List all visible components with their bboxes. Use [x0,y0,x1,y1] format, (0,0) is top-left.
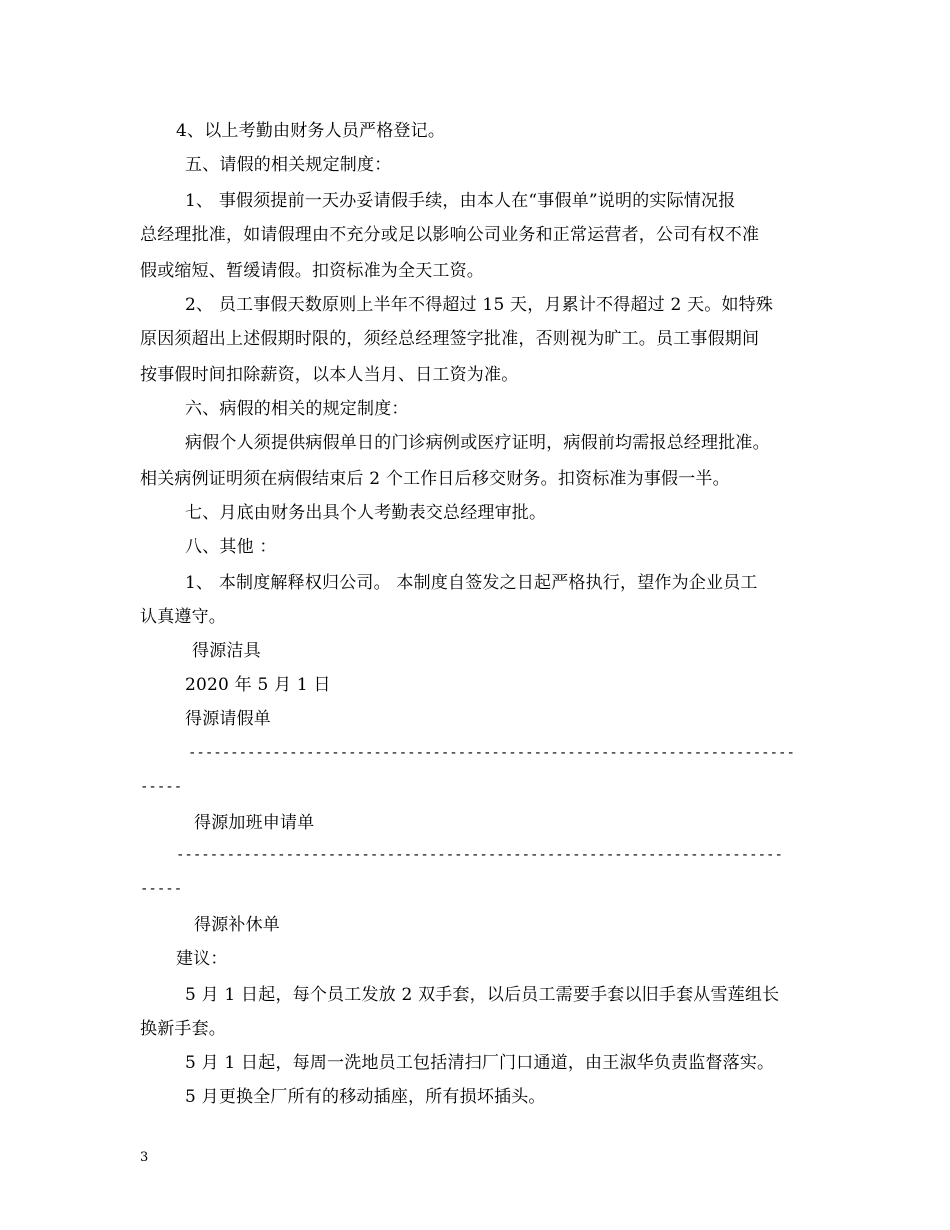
date-line: 2020 年 5 月 1 日 [185,675,331,695]
text-line: 1、 事假须提前一天办妥请假手续，由本人在“事假单”说明的实际情况报 [185,191,736,211]
text-line: 病假个人须提供病假单日的门诊病例或医疗证明，病假前均需报总经理批准。 [185,433,770,453]
separator-line: ----- [140,881,183,897]
form-title-leave: 得源请假单 [185,709,271,729]
text-line: 总经理批准，如请假理由不充分或足以影响公司业务和正常运营者，公司有权不准 [140,225,760,245]
text-line: 假或缩短、暂缓请假。扣资标准为全天工资。 [140,261,484,281]
separator-line: ------------------------------------------------------------------------ [188,745,795,761]
text-line: 4、以上考勤由财务人员严格登记。 [176,121,446,141]
section-heading: 五、请假的相关规定制度： [185,155,392,175]
text-line: 换新手套。 [140,1019,226,1039]
form-title-compensatory: 得源补休单 [194,915,280,935]
text-line: 原因须超出上述假期时限的，须经总经理签字批准，否则视为旷工。员工事假期间 [140,329,760,349]
text-line: 5 月更换全厂所有的移动插座，所有损坏插头。 [185,1087,546,1107]
company-name: 得源洁具 [192,641,261,661]
text-line: 1、 本制度解释权归公司。 本制度自签发之日起严格执行，望作为企业员工 [185,573,758,593]
separator-line: ----- [140,779,183,795]
form-title-overtime: 得源加班申请单 [194,813,315,833]
page-number: 3 [140,1150,149,1165]
text-line: 按事假时间扣除薪资，以本人当月、日工资为准。 [140,365,519,385]
section-heading: 七、月底由财务出具个人考勤表交总经理审批。 [185,503,547,523]
section-heading: 八、其他 ： [185,537,277,557]
section-heading: 建议： [176,949,228,969]
section-heading: 六、病假的相关的规定制度： [185,399,409,419]
text-line: 2、 员工事假天数原则上半年不得超过 15 天，月累计不得超过 2 天。如特殊 [185,295,774,315]
text-line: 认真遵守。 [140,607,226,627]
text-line: 5 月 1 日起，每周一洗地员工包括清扫厂门口通道，由王淑华负责监督落实。 [185,1053,775,1073]
text-line: 相关病例证明须在病假结束后 2 个工作日后移交财务。扣资标准为事假一半。 [140,469,730,489]
text-line: 5 月 1 日起，每个员工发放 2 双手套，以后员工需要手套以旧手套从雪莲组长 [185,985,780,1005]
separator-line: ------------------------------------------------------------------------ [176,847,783,863]
